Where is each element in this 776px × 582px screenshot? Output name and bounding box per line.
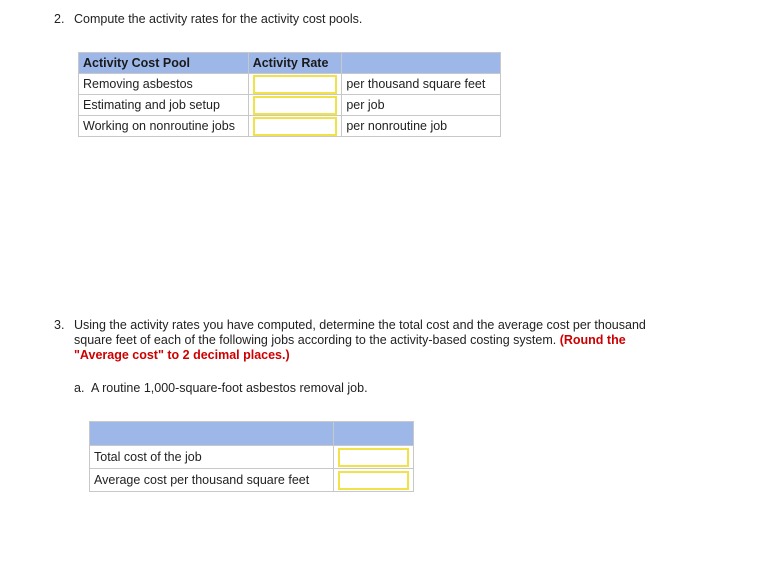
job-cost-table (89, 421, 414, 492)
header-blank (342, 53, 501, 74)
rate-cell (248, 74, 342, 95)
rate-cell (248, 95, 342, 116)
pool-label: Removing asbestos (79, 74, 249, 95)
rate-input-nonroutine-jobs[interactable] (253, 117, 338, 136)
rate-input-estimating-job-setup[interactable] (253, 96, 338, 115)
header-activity-rate: Activity Rate (248, 53, 342, 74)
pool-label: Estimating and job setup (79, 95, 249, 116)
sub-question-a-label: a. (74, 381, 85, 395)
table-row (90, 446, 414, 469)
row-label: Average cost per thousand square feet (90, 469, 334, 492)
header-blank-label (90, 422, 334, 446)
pool-label: Working on nonroutine jobs (79, 116, 249, 137)
value-cell (333, 446, 413, 469)
question-3-text (74, 318, 714, 363)
question-2-text: Compute the activity rates for the activity cost pools. (74, 12, 363, 26)
unit-label: per thousand square feet (342, 74, 501, 95)
unit-label: per nonroutine job (342, 116, 501, 137)
question-3-line2 (74, 333, 714, 348)
table-row (90, 469, 414, 492)
question-3-line1: Using the activity rates you have computed, determine the total cost and the average cost per thousand (74, 318, 646, 332)
question-3-number: 3. (54, 318, 65, 332)
value-cell (333, 469, 413, 492)
average-cost-input[interactable] (338, 471, 409, 490)
rate-cell (248, 116, 342, 137)
table-header-row (90, 422, 414, 446)
table-row (79, 95, 501, 116)
table-header-row (79, 53, 501, 74)
activity-rates-table (78, 52, 501, 137)
total-cost-input[interactable] (338, 448, 409, 467)
table-row (79, 74, 501, 95)
header-blank-value (333, 422, 413, 446)
rounding-instruction-part2: "Average cost" to 2 decimal places.) (74, 348, 290, 362)
rate-input-removing-asbestos[interactable] (253, 75, 338, 94)
sub-question-a-text: A routine 1,000-square-foot asbestos removal job. (91, 381, 368, 395)
question-3-line2-text: square feet of each of the following jobs according to the activity-based costing system. (74, 333, 557, 347)
row-label: Total cost of the job (90, 446, 334, 469)
header-activity-cost-pool: Activity Cost Pool (79, 53, 249, 74)
unit-label: per job (342, 95, 501, 116)
rounding-instruction-part1: (Round the (559, 333, 626, 347)
table-row (79, 116, 501, 137)
question-2-number: 2. (54, 12, 65, 26)
